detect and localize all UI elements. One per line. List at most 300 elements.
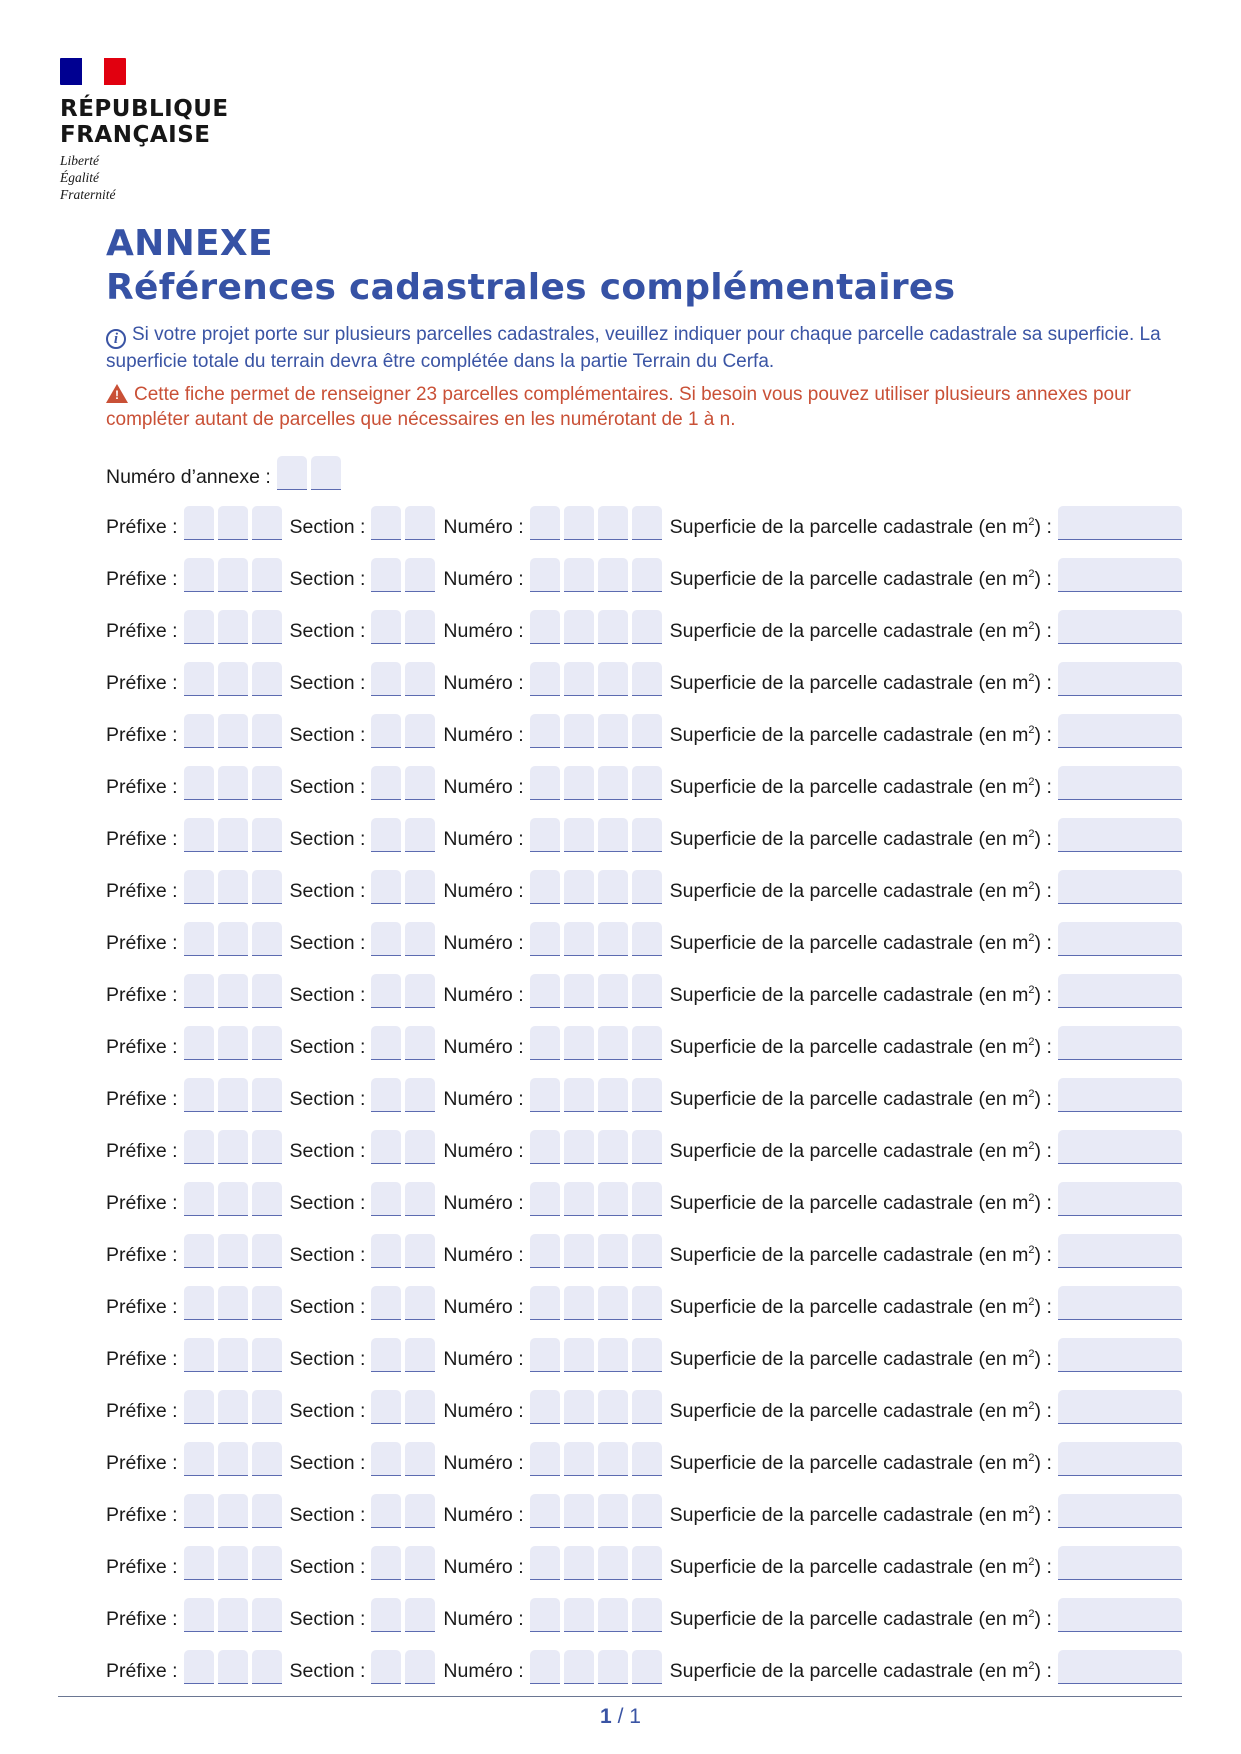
superficie-input[interactable]: [1058, 558, 1182, 592]
numero-digit-field[interactable]: [564, 1546, 594, 1580]
prefixe-digit-field[interactable]: [184, 766, 214, 800]
prefixe-digit-field[interactable]: [184, 506, 214, 540]
superficie-input[interactable]: [1058, 1234, 1182, 1268]
prefixe-digit-field[interactable]: [218, 1546, 248, 1580]
numero-digit-field[interactable]: [564, 974, 594, 1008]
superficie-label-text: Superficie de la parcelle cadastrale (en m: [669, 620, 1029, 642]
prefixe-digit-field[interactable]: [218, 870, 248, 904]
superficie-label-exponent: 2: [1028, 776, 1035, 788]
numero-digit-field[interactable]: [530, 1182, 560, 1216]
prefixe-digit-field[interactable]: [218, 1338, 248, 1372]
numero-digit-field[interactable]: [564, 766, 594, 800]
superficie-label-text: Superficie de la parcelle cadastrale (en m: [669, 672, 1029, 694]
superficie-label-suffix: ) :: [1034, 1192, 1052, 1214]
prefixe-digit-field[interactable]: [218, 1182, 248, 1216]
prefixe-digit-field[interactable]: [252, 714, 282, 748]
section-char-field[interactable]: [371, 1598, 401, 1632]
section-char-field[interactable]: [405, 870, 435, 904]
superficie-input[interactable]: [1058, 1026, 1182, 1060]
numero-digit-field[interactable]: [530, 1650, 560, 1684]
superficie-label: [670, 724, 1052, 748]
numero-digit-field[interactable]: [598, 1078, 628, 1112]
republique-francaise-logo: [60, 58, 229, 203]
superficie-input[interactable]: [1058, 870, 1182, 904]
numero-digit-field[interactable]: [632, 1390, 662, 1424]
numero-label: Numéro :: [443, 620, 524, 642]
superficie-label: [670, 1504, 1052, 1528]
numero-digit-field[interactable]: [564, 1234, 594, 1268]
superficie-input[interactable]: [1058, 1442, 1182, 1476]
numero-digit-field[interactable]: [564, 1182, 594, 1216]
numero-label: Numéro :: [443, 1608, 524, 1630]
prefixe-digit-field[interactable]: [252, 610, 282, 644]
superficie-label-exponent: 2: [1028, 620, 1035, 632]
section-char-field[interactable]: [405, 818, 435, 852]
section-label: Section :: [289, 932, 366, 954]
superficie-label-text: Superficie de la parcelle cadastrale (en m: [669, 1296, 1029, 1318]
superficie-label-exponent: 2: [1028, 1608, 1035, 1620]
parcel-row: [106, 1130, 1182, 1164]
numero-digit-field[interactable]: [530, 818, 560, 852]
numero-digit-field[interactable]: [530, 870, 560, 904]
prefixe-digit-field[interactable]: [218, 1390, 248, 1424]
section-label: Section :: [289, 672, 366, 694]
prefixe-digit-field[interactable]: [218, 766, 248, 800]
section-char-field[interactable]: [405, 506, 435, 540]
superficie-label-suffix: ) :: [1034, 1400, 1052, 1422]
superficie-label-suffix: ) :: [1034, 1504, 1052, 1526]
section-char-field[interactable]: [405, 1546, 435, 1580]
superficie-label-text: Superficie de la parcelle cadastrale (en m: [669, 1192, 1029, 1214]
section-char-field[interactable]: [371, 974, 401, 1008]
numero-digit-field[interactable]: [632, 1598, 662, 1632]
parcel-row: [106, 662, 1182, 696]
numero-digit-field[interactable]: [598, 1130, 628, 1164]
prefixe-digit-field[interactable]: [252, 662, 282, 696]
numero-digit-field[interactable]: [632, 1130, 662, 1164]
numero-digit-field[interactable]: [598, 1234, 628, 1268]
numero-digit-field[interactable]: [564, 1078, 594, 1112]
numero-digit-field[interactable]: [530, 1078, 560, 1112]
numero-digit-field[interactable]: [564, 1442, 594, 1476]
prefixe-digit-field[interactable]: [184, 1546, 214, 1580]
prefixe-label: Préfixe :: [106, 1036, 178, 1058]
superficie-input[interactable]: [1058, 1598, 1182, 1632]
prefixe-digit-field[interactable]: [218, 1598, 248, 1632]
numero-digit-field[interactable]: [598, 1026, 628, 1060]
section-char-field[interactable]: [371, 1338, 401, 1372]
numero-digit-field[interactable]: [632, 870, 662, 904]
prefixe-label: Préfixe :: [106, 1400, 178, 1422]
prefixe-digit-field[interactable]: [184, 1494, 214, 1528]
parcel-row: [106, 870, 1182, 904]
prefixe-digit-field[interactable]: [218, 1442, 248, 1476]
annex-number-digit-field[interactable]: [311, 456, 341, 490]
section-char-field[interactable]: [405, 1234, 435, 1268]
numero-digit-field[interactable]: [564, 1598, 594, 1632]
prefixe-digit-field[interactable]: [252, 1650, 282, 1684]
numero-digit-field[interactable]: [598, 1546, 628, 1580]
section-char-field[interactable]: [405, 1442, 435, 1476]
numero-digit-field[interactable]: [632, 974, 662, 1008]
superficie-input[interactable]: [1058, 1182, 1182, 1216]
prefixe-digit-field[interactable]: [252, 1078, 282, 1112]
section-char-field[interactable]: [371, 922, 401, 956]
superficie-label-suffix: ) :: [1034, 828, 1052, 850]
prefixe-digit-field[interactable]: [218, 610, 248, 644]
superficie-label: [670, 1036, 1052, 1060]
numero-digit-field[interactable]: [598, 1442, 628, 1476]
section-char-field[interactable]: [405, 1338, 435, 1372]
numero-digit-field[interactable]: [598, 662, 628, 696]
numero-digit-field[interactable]: [530, 662, 560, 696]
prefixe-digit-field[interactable]: [252, 922, 282, 956]
prefixe-digit-field[interactable]: [184, 610, 214, 644]
prefixe-digit-field[interactable]: [218, 1130, 248, 1164]
numero-digit-field[interactable]: [530, 1390, 560, 1424]
prefixe-digit-field[interactable]: [184, 1130, 214, 1164]
numero-digit-field[interactable]: [530, 1546, 560, 1580]
superficie-label-suffix: ) :: [1034, 1452, 1052, 1474]
superficie-input[interactable]: [1058, 1650, 1182, 1684]
numero-digit-field[interactable]: [598, 1390, 628, 1424]
prefixe-digit-field[interactable]: [184, 1026, 214, 1060]
prefixe-digit-field[interactable]: [184, 714, 214, 748]
prefixe-digit-field[interactable]: [218, 558, 248, 592]
section-char-field[interactable]: [405, 922, 435, 956]
superficie-input[interactable]: [1058, 1494, 1182, 1528]
section-label: Section :: [289, 1088, 366, 1110]
section-char-field[interactable]: [371, 1078, 401, 1112]
prefixe-digit-field[interactable]: [184, 974, 214, 1008]
superficie-label: [670, 1556, 1052, 1580]
section-char-field[interactable]: [371, 662, 401, 696]
section-char-field[interactable]: [371, 1494, 401, 1528]
prefixe-digit-field[interactable]: [184, 558, 214, 592]
prefixe-digit-field[interactable]: [252, 1390, 282, 1424]
superficie-input[interactable]: [1058, 922, 1182, 956]
prefixe-digit-field[interactable]: [252, 1546, 282, 1580]
superficie-input[interactable]: [1058, 506, 1182, 540]
numero-digit-field[interactable]: [632, 1494, 662, 1528]
section-char-field[interactable]: [405, 714, 435, 748]
numero-digit-field[interactable]: [530, 1494, 560, 1528]
section-char-field[interactable]: [405, 1286, 435, 1320]
numero-digit-field[interactable]: [632, 1182, 662, 1216]
superficie-label: [670, 1140, 1052, 1164]
info-notice: [106, 322, 1182, 374]
numero-digit-field[interactable]: [564, 870, 594, 904]
section-label: Section :: [289, 568, 366, 590]
prefixe-digit-field[interactable]: [184, 1442, 214, 1476]
prefixe-digit-field[interactable]: [252, 818, 282, 852]
superficie-label-exponent: 2: [1028, 1140, 1035, 1152]
numero-digit-field[interactable]: [632, 1026, 662, 1060]
numero-digit-field[interactable]: [632, 1286, 662, 1320]
section-char-field[interactable]: [371, 1234, 401, 1268]
numero-digit-field[interactable]: [564, 1026, 594, 1060]
prefixe-digit-field[interactable]: [184, 1650, 214, 1684]
numero-digit-field[interactable]: [632, 1078, 662, 1112]
prefixe-digit-field[interactable]: [184, 1598, 214, 1632]
prefixe-digit-field[interactable]: [218, 662, 248, 696]
section-char-field[interactable]: [405, 1494, 435, 1528]
numero-digit-field[interactable]: [598, 870, 628, 904]
superficie-input[interactable]: [1058, 1130, 1182, 1164]
prefixe-digit-field[interactable]: [218, 714, 248, 748]
superficie-input[interactable]: [1058, 974, 1182, 1008]
numero-digit-field[interactable]: [632, 766, 662, 800]
superficie-label-text: Superficie de la parcelle cadastrale (en m: [669, 1452, 1029, 1474]
section-char-field[interactable]: [405, 974, 435, 1008]
parcel-row: [106, 1338, 1182, 1372]
numero-digit-field[interactable]: [530, 714, 560, 748]
numero-digit-field[interactable]: [598, 1494, 628, 1528]
numero-digit-field[interactable]: [598, 1650, 628, 1684]
prefixe-digit-field[interactable]: [252, 1286, 282, 1320]
numero-digit-field[interactable]: [530, 1286, 560, 1320]
prefixe-digit-field[interactable]: [184, 662, 214, 696]
superficie-input[interactable]: [1058, 1546, 1182, 1580]
prefixe-label: Préfixe :: [106, 1192, 178, 1214]
superficie-label: [670, 984, 1052, 1008]
section-char-field[interactable]: [405, 1026, 435, 1060]
numero-digit-field[interactable]: [598, 610, 628, 644]
section-char-field[interactable]: [371, 766, 401, 800]
section-char-field[interactable]: [371, 558, 401, 592]
prefixe-digit-field[interactable]: [252, 506, 282, 540]
numero-digit-field[interactable]: [632, 1650, 662, 1684]
annex-number-digit-field[interactable]: [277, 456, 307, 490]
prefixe-digit-field[interactable]: [184, 1182, 214, 1216]
numero-digit-field[interactable]: [598, 1182, 628, 1216]
prefixe-digit-field[interactable]: [184, 922, 214, 956]
prefixe-digit-field[interactable]: [218, 922, 248, 956]
prefixe-digit-field[interactable]: [252, 1026, 282, 1060]
numero-digit-field[interactable]: [530, 974, 560, 1008]
numero-label: Numéro :: [443, 1036, 524, 1058]
numero-digit-field[interactable]: [564, 558, 594, 592]
prefixe-digit-field[interactable]: [252, 1130, 282, 1164]
numero-digit-field[interactable]: [598, 1338, 628, 1372]
section-char-field[interactable]: [371, 1286, 401, 1320]
numero-label: Numéro :: [443, 1504, 524, 1526]
superficie-input[interactable]: [1058, 766, 1182, 800]
numero-label: Numéro :: [443, 1244, 524, 1266]
numero-digit-field[interactable]: [632, 1338, 662, 1372]
numero-digit-field[interactable]: [598, 818, 628, 852]
numero-digit-field[interactable]: [530, 1598, 560, 1632]
superficie-label-suffix: ) :: [1034, 1088, 1052, 1110]
prefixe-digit-field[interactable]: [218, 506, 248, 540]
numero-digit-field[interactable]: [530, 506, 560, 540]
numero-digit-field[interactable]: [564, 1494, 594, 1528]
section-label: Section :: [289, 880, 366, 902]
numero-digit-field[interactable]: [598, 922, 628, 956]
section-char-field[interactable]: [405, 1182, 435, 1216]
section-char-field[interactable]: [371, 610, 401, 644]
prefixe-digit-field[interactable]: [218, 1286, 248, 1320]
prefixe-digit-field[interactable]: [218, 1650, 248, 1684]
numero-digit-field[interactable]: [530, 1338, 560, 1372]
section-char-field[interactable]: [405, 662, 435, 696]
page-title: [106, 222, 1182, 310]
prefixe-label: Préfixe :: [106, 724, 178, 746]
prefixe-digit-field[interactable]: [184, 870, 214, 904]
numero-digit-field[interactable]: [530, 1026, 560, 1060]
section-char-field[interactable]: [405, 1078, 435, 1112]
prefixe-digit-field[interactable]: [252, 1234, 282, 1268]
superficie-input[interactable]: [1058, 1286, 1182, 1320]
prefixe-digit-field[interactable]: [218, 1026, 248, 1060]
prefixe-digit-field[interactable]: [252, 1494, 282, 1528]
warning-text: Cette fiche permet de renseigner 23 parcelles complémentaires. Si besoin vous pouvez utiliser plusieurs annexes pour compléter autant de parcelles que nécessaires en les numérotant de 1 à n.: [106, 384, 1131, 430]
superficie-input[interactable]: [1058, 818, 1182, 852]
section-char-field[interactable]: [405, 1130, 435, 1164]
superficie-label-suffix: ) :: [1034, 724, 1052, 746]
superficie-input[interactable]: [1058, 662, 1182, 696]
numero-digit-field[interactable]: [564, 662, 594, 696]
parcel-row: [106, 1182, 1182, 1216]
numero-digit-field[interactable]: [564, 818, 594, 852]
prefixe-digit-field[interactable]: [252, 1442, 282, 1476]
section-char-field[interactable]: [371, 870, 401, 904]
prefixe-digit-field[interactable]: [184, 1390, 214, 1424]
numero-digit-field[interactable]: [632, 818, 662, 852]
numero-digit-field[interactable]: [598, 558, 628, 592]
numero-digit-field[interactable]: [632, 506, 662, 540]
numero-digit-field[interactable]: [632, 714, 662, 748]
numero-digit-field[interactable]: [530, 558, 560, 592]
numero-digit-field[interactable]: [564, 1390, 594, 1424]
prefixe-digit-field[interactable]: [184, 1078, 214, 1112]
superficie-label-text: Superficie de la parcelle cadastrale (en m: [669, 1348, 1029, 1370]
prefixe-digit-field[interactable]: [218, 974, 248, 1008]
numero-digit-field[interactable]: [632, 922, 662, 956]
section-char-field[interactable]: [371, 1182, 401, 1216]
prefixe-digit-field[interactable]: [252, 1182, 282, 1216]
section-char-field[interactable]: [405, 558, 435, 592]
prefixe-digit-field[interactable]: [252, 558, 282, 592]
parcel-row: [106, 1078, 1182, 1112]
numero-digit-field[interactable]: [530, 766, 560, 800]
parcel-row: [106, 1598, 1182, 1632]
numero-digit-field[interactable]: [632, 662, 662, 696]
section-char-field[interactable]: [371, 714, 401, 748]
prefixe-digit-field[interactable]: [184, 1234, 214, 1268]
superficie-input[interactable]: [1058, 714, 1182, 748]
numero-digit-field[interactable]: [598, 1286, 628, 1320]
section-char-field[interactable]: [371, 506, 401, 540]
numero-label: Numéro :: [443, 1452, 524, 1474]
prefixe-digit-field[interactable]: [218, 1234, 248, 1268]
superficie-label-exponent: 2: [1028, 1192, 1035, 1204]
numero-label: Numéro :: [443, 828, 524, 850]
numero-digit-field[interactable]: [632, 1234, 662, 1268]
prefixe-digit-field[interactable]: [218, 818, 248, 852]
section-char-field[interactable]: [371, 1130, 401, 1164]
numero-digit-field[interactable]: [530, 1130, 560, 1164]
superficie-label-suffix: ) :: [1034, 1348, 1052, 1370]
superficie-label-exponent: 2: [1028, 724, 1035, 736]
section-char-field[interactable]: [371, 1026, 401, 1060]
numero-digit-field[interactable]: [598, 766, 628, 800]
prefixe-digit-field[interactable]: [252, 974, 282, 1008]
section-char-field[interactable]: [371, 818, 401, 852]
section-char-field[interactable]: [405, 1598, 435, 1632]
superficie-label-suffix: ) :: [1034, 984, 1052, 1006]
numero-digit-field[interactable]: [564, 506, 594, 540]
numero-digit-field[interactable]: [632, 558, 662, 592]
prefixe-label: Préfixe :: [106, 672, 178, 694]
section-label: Section :: [289, 1192, 366, 1214]
superficie-label-exponent: 2: [1028, 568, 1035, 580]
section-char-field[interactable]: [405, 766, 435, 800]
numero-digit-field[interactable]: [564, 922, 594, 956]
prefixe-digit-field[interactable]: [184, 818, 214, 852]
numero-digit-field[interactable]: [598, 1598, 628, 1632]
prefixe-digit-field[interactable]: [184, 1286, 214, 1320]
numero-label: Numéro :: [443, 1088, 524, 1110]
section-label: Section :: [289, 724, 366, 746]
numero-digit-field[interactable]: [564, 610, 594, 644]
prefixe-digit-field[interactable]: [252, 870, 282, 904]
section-char-field[interactable]: [405, 1650, 435, 1684]
numero-digit-field[interactable]: [598, 506, 628, 540]
prefixe-digit-field[interactable]: [218, 1078, 248, 1112]
prefixe-digit-field[interactable]: [218, 1494, 248, 1528]
numero-digit-field[interactable]: [530, 922, 560, 956]
numero-digit-field[interactable]: [598, 714, 628, 748]
prefixe-digit-field[interactable]: [252, 1598, 282, 1632]
numero-digit-field[interactable]: [564, 1338, 594, 1372]
section-char-field[interactable]: [405, 1390, 435, 1424]
section-char-field[interactable]: [371, 1546, 401, 1580]
numero-label: Numéro :: [443, 984, 524, 1006]
section-char-field[interactable]: [371, 1390, 401, 1424]
total-pages: 1: [629, 1705, 641, 1728]
numero-digit-field[interactable]: [564, 1286, 594, 1320]
numero-digit-field[interactable]: [632, 610, 662, 644]
numero-digit-field[interactable]: [598, 974, 628, 1008]
numero-digit-field[interactable]: [632, 1546, 662, 1580]
section-char-field[interactable]: [405, 610, 435, 644]
numero-digit-field[interactable]: [564, 1130, 594, 1164]
superficie-label-text: Superficie de la parcelle cadastrale (en m: [669, 1608, 1029, 1630]
section-char-field[interactable]: [371, 1442, 401, 1476]
prefixe-digit-field[interactable]: [252, 1338, 282, 1372]
superficie-input[interactable]: [1058, 1078, 1182, 1112]
prefixe-digit-field[interactable]: [252, 766, 282, 800]
superficie-label-text: Superficie de la parcelle cadastrale (en m: [669, 1036, 1029, 1058]
superficie-input[interactable]: [1058, 1390, 1182, 1424]
prefixe-label: Préfixe :: [106, 1556, 178, 1578]
numero-digit-field[interactable]: [530, 1442, 560, 1476]
superficie-input[interactable]: [1058, 1338, 1182, 1372]
section-char-field[interactable]: [371, 1650, 401, 1684]
prefixe-digit-field[interactable]: [184, 1338, 214, 1372]
superficie-label: [670, 932, 1052, 956]
superficie-input[interactable]: [1058, 610, 1182, 644]
numero-digit-field[interactable]: [564, 1650, 594, 1684]
superficie-label-text: Superficie de la parcelle cadastrale (en m: [669, 828, 1029, 850]
numero-digit-field[interactable]: [530, 610, 560, 644]
superficie-label: [670, 516, 1052, 540]
numero-digit-field[interactable]: [530, 1234, 560, 1268]
numero-digit-field[interactable]: [632, 1442, 662, 1476]
numero-digit-field[interactable]: [564, 714, 594, 748]
superficie-label-text: Superficie de la parcelle cadastrale (en m: [669, 1556, 1029, 1578]
